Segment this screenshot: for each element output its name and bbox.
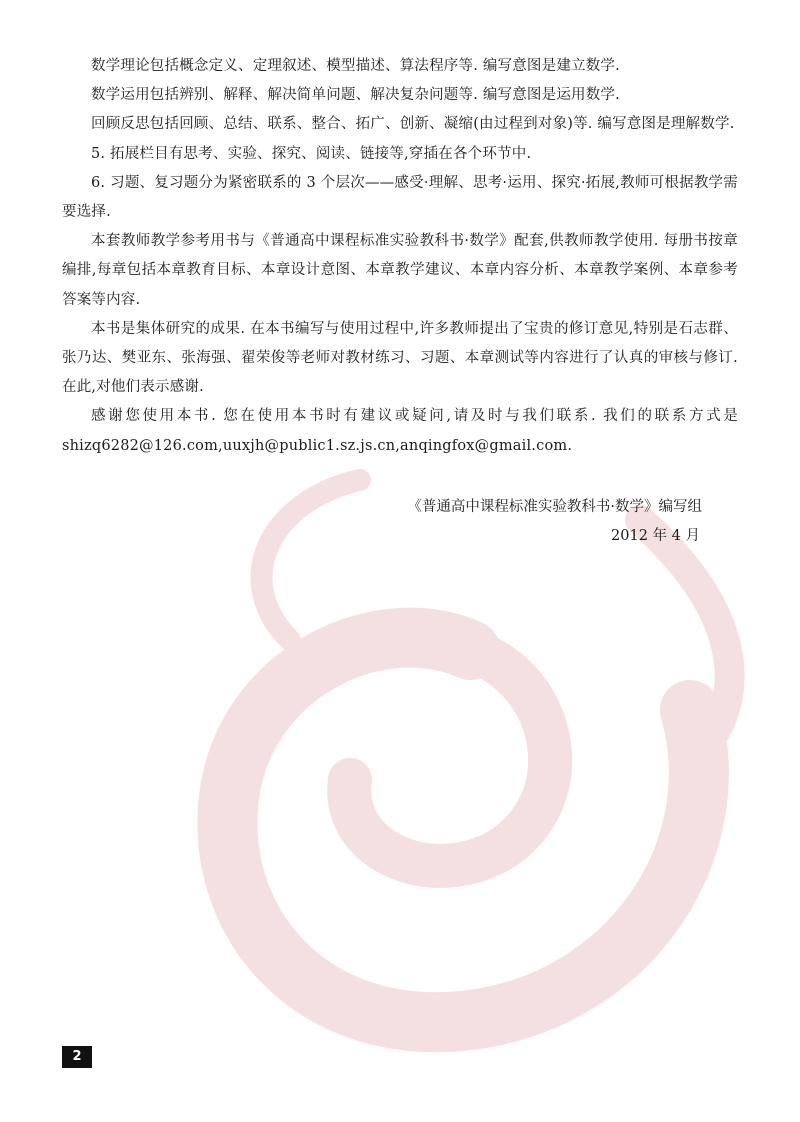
page-number: 2 — [62, 1046, 92, 1068]
paragraph-reflection: 回顾反思包括回顾、总结、联系、整合、拓广、创新、凝缩(由过程到对象)等. 编写意图是理解数学. — [91, 116, 735, 133]
editorial-group: 《普通高中课程标准实验教科书·数学》编写组 — [407, 499, 702, 515]
paragraph-contact: 感谢您使用本书. 您在使用本书时有建议或疑问,请及时与我们联系. 我们的联系方式是shizq6282@126.com,uuxjh@public1.sz.js.cn,anqingfox@gmail.com. — [62, 408, 738, 454]
paragraph-application: 数学运用包括辨别、解释、解决简单问题、解决复杂问题等. 编写意图是运用数学. — [91, 87, 620, 104]
paragraph-teacher-book: 本套教师教学参考用书与《普通高中课程标准实验教科书·数学》配套,供教师教学使用. 每册书按章编排,每章包括本章教育目标、本章设计意图、本章教学建议、本章内容分析、本章教学案例、本章参考答案等内容. — [62, 233, 738, 308]
paragraph-acknowledgement: 本书是集体研究的成果. 在本书编写与使用过程中,许多教师提出了宝贵的修订意见,特别是石志群、张乃达、樊亚东、张海强、翟荣俊等老师对教材练习、习题、本章测试等内容进行了认真的审核与修订. 在此,对他们表示感谢. — [62, 320, 738, 396]
paragraph-theory: 数学理论包括概念定义、定理叙述、模型描述、算法程序等. 编写意图是建立数学. — [91, 58, 620, 74]
publication-date: 2012 年 4 月 — [611, 528, 700, 544]
body-text — [62, 52, 738, 461]
paragraph-item-6: 6. 习题、复习题分为紧密联系的 3 个层次——感受·理解、思考·运用、探究·拓展,教师可根据教学需要选择. — [62, 174, 738, 221]
signature-block — [407, 493, 702, 551]
paragraph-item-5: 5. 拓展栏目有思考、实验、探究、阅读、链接等,穿插在各个环节中. — [91, 145, 532, 162]
swirl-watermark-icon — [170, 380, 770, 1080]
